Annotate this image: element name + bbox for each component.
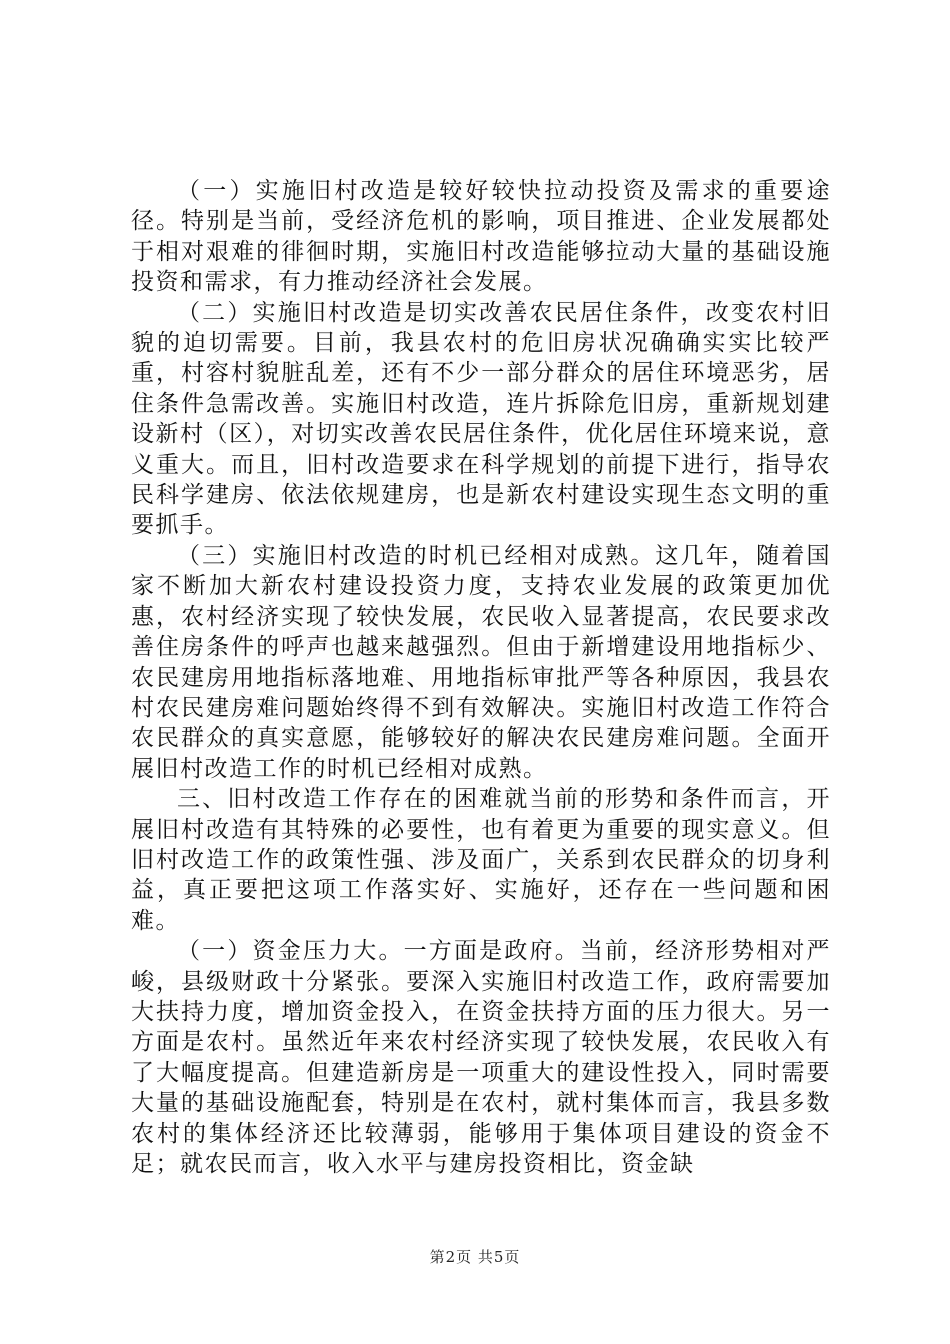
paragraph-4: 三、旧村改造工作存在的困难就当前的形势和条件而言，开展旧村改造有其特殊的必要性，也有着更为重要的现实意义。但旧村改造工作的政策性强、涉及面广，关系到农民群众的切身利益，真正要把这项工作落实好、实施好，还存在一些问题和困难。 <box>131 786 831 934</box>
paragraph-1: （一）实施旧村改造是较好较快拉动投资及需求的重要途径。特别是当前，受经济危机的影响，项目推进、企业发展都处于相对艰难的徘徊时期，实施旧村改造能够拉动大量的基础设施投资和需求，有力推动经济社会发展。 <box>131 178 831 296</box>
paragraph-2: （二）实施旧村改造是切实改善农民居住条件，改变农村旧貌的迫切需要。目前，我县农村的危旧房状况确确实实比较严重，村容村貌脏乱差，还有不少一部分群众的居住环境恶劣，居住条件急需改善。实施旧村改造，连片拆除危旧房，重新规划建设新村（区），对切实改善农民居住条件，优化居住环境来说，意义重大。而且，旧村改造要求在科学规划的前提下进行，指导农民科学建房、依法依规建房，也是新农村建设实现生态文明的重要抓手。 <box>131 299 831 539</box>
document-body <box>131 176 831 1179</box>
paragraph-3: （三）实施旧村改造的时机已经相对成熟。这几年，随着国家不断加大新农村建设投资力度，支持农业发展的政策更加优惠，农村经济实现了较快发展，农民收入显著提高，农民要求改善住房条件的呼声也越来越强烈。但由于新增建设用地指标少、农民建房用地指标落地难、用地指标审批严等各种原因，我县农村农民建房难问题始终得不到有效解决。实施旧村改造工作符合农民群众的真实意愿，能够较好的解决农民建房难问题。全面开展旧村改造工作的时机已经相对成熟。 <box>131 542 831 782</box>
page-footer: 第2页 共5页 <box>429 1248 521 1266</box>
paragraph-5: （一）资金压力大。一方面是政府。当前，经济形势相对严峻，县级财政十分紧张。要深入实施旧村改造工作，政府需要加大扶持力度，增加资金投入，在资金扶持方面的压力很大。另一方面是农村。虽然近年来农村经济实现了较快发展，农民收入有了大幅度提高。但建造新房是一项重大的建设性投入，同时需要大量的基础设施配套，特别是在农村，就村集体而言，我县多数农村的集体经济还比较薄弱，能够用于集体项目建设的资金不足；就农民而言，收入水平与建房投资相比，资金缺 <box>131 938 831 1177</box>
